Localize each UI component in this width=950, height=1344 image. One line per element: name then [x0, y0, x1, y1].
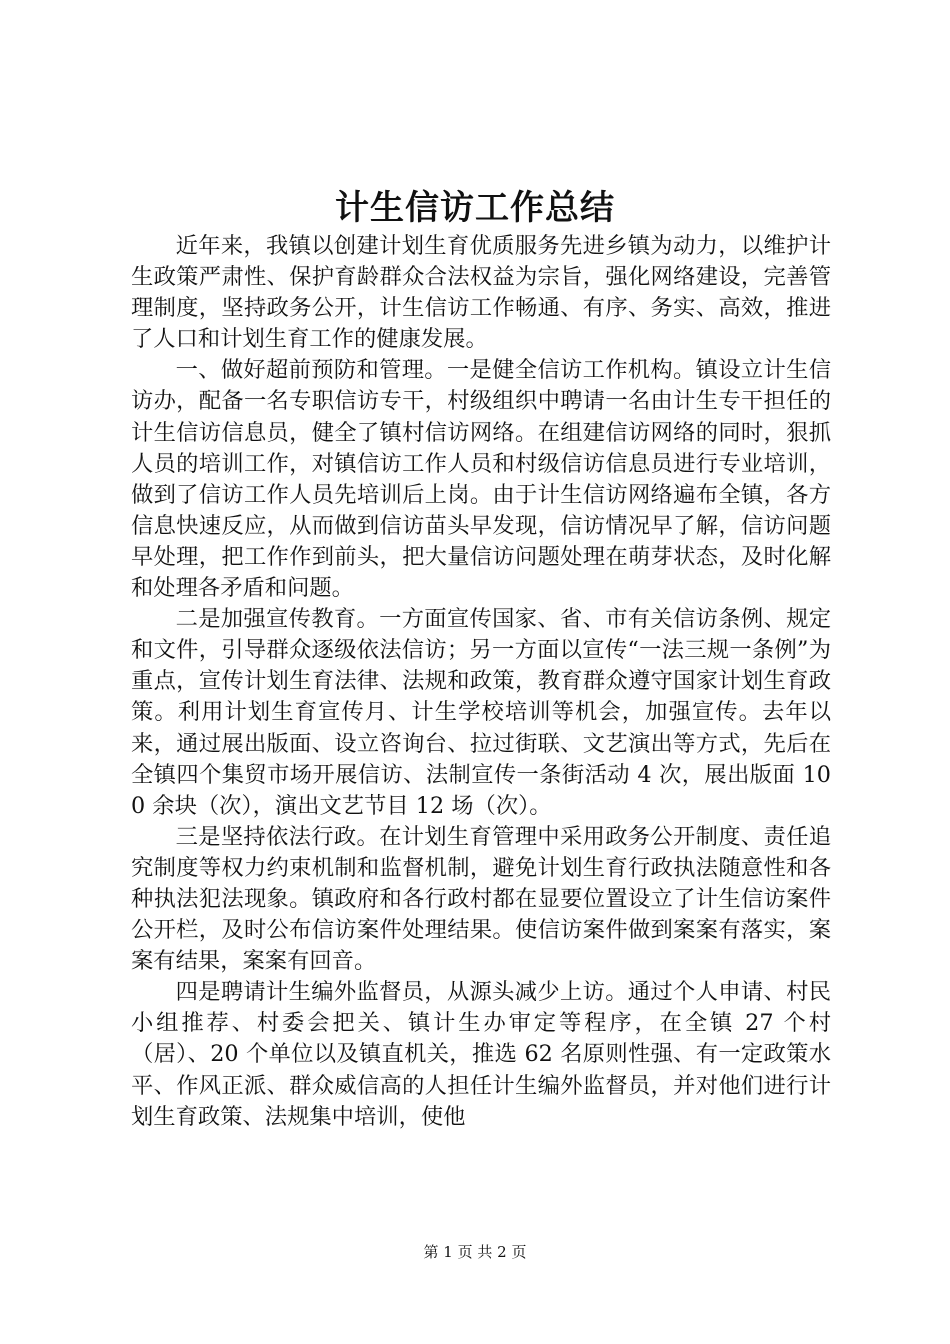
paragraph-intro: 近年来，我镇以创建计划生育优质服务先进乡镇为动力，以维护计生政策严肃性、保护育龄群众合法权益为宗旨，强化网络建设，完善管理制度，坚持政务公开，计生信访工作畅通、有序、务实、高效，推进了人口和计划生育工作的健康发展。	[131, 233, 831, 353]
paragraph-publicity: 二是加强宣传教育。一方面宣传国家、省、市有关信访条例、规定和文件，引导群众逐级依法信访；另一方面以宣传“一法三规一条例”为重点，宣传计划生育法律、法规和政策，教育群众遵守国家计划生育政策。利用计划生育宣传月、计生学校培训等机会，加强宣传。去年以来，通过展出版面、设立咨询台、拉过街联、文艺演出等方式，先后在全镇四个集贸市场开展信访、法制宣传一条街活动 4 次，展出版面 100 余块（次），演出文艺节目 12 场（次）。	[131, 606, 831, 819]
page-footer: 第 1 页 共 2 页	[423, 1243, 527, 1261]
paragraph-prevention: 一、做好超前预防和管理。一是健全信访工作机构。镇设立计生信访办，配备一名专职信访专干，村级组织中聘请一名由计生专干担任的计生信访信息员，健全了镇村信访网络。在组建信访网络的同时，狠抓人员的培训工作，对镇信访工作人员和村级信访信息员进行专业培训，做到了信访工作人员先培训后上岗。由于计生信访网络遍布全镇，各方信息快速反应，从而做到信访苗头早发现，信访情况早了解，信访问题早处理，把工作作到前头，把大量信访问题处理在萌芽状态，及时化解和处理各矛盾和问题。	[131, 357, 831, 602]
paragraph-supervisors: 四是聘请计生编外监督员，从源头减少上访。通过个人申请、村民小组推荐、村委会把关、镇计生办审定等程序，在全镇 27 个村（居）、20 个单位以及镇直机关，推选 62 名原则性强、有一定政策水平、作风正派、群众威信高的人担任计生编外监督员，并对他们进行计划生育政策、法规集中培训，使他	[131, 979, 831, 1130]
document-title: 计生信访工作总结	[335, 188, 615, 228]
document-body	[131, 231, 831, 1133]
paragraph-lawful-administration: 三是坚持依法行政。在计划生育管理中采用政务公开制度、责任追究制度等权力约束机制和监督机制，避免计划生育行政执法随意性和各种执法犯法现象。镇政府和各行政村都在显要位置设立了计生信访案件公开栏，及时公布信访案件处理结果。使信访案件做到案案有落实，案案有结果，案案有回音。	[131, 823, 831, 975]
